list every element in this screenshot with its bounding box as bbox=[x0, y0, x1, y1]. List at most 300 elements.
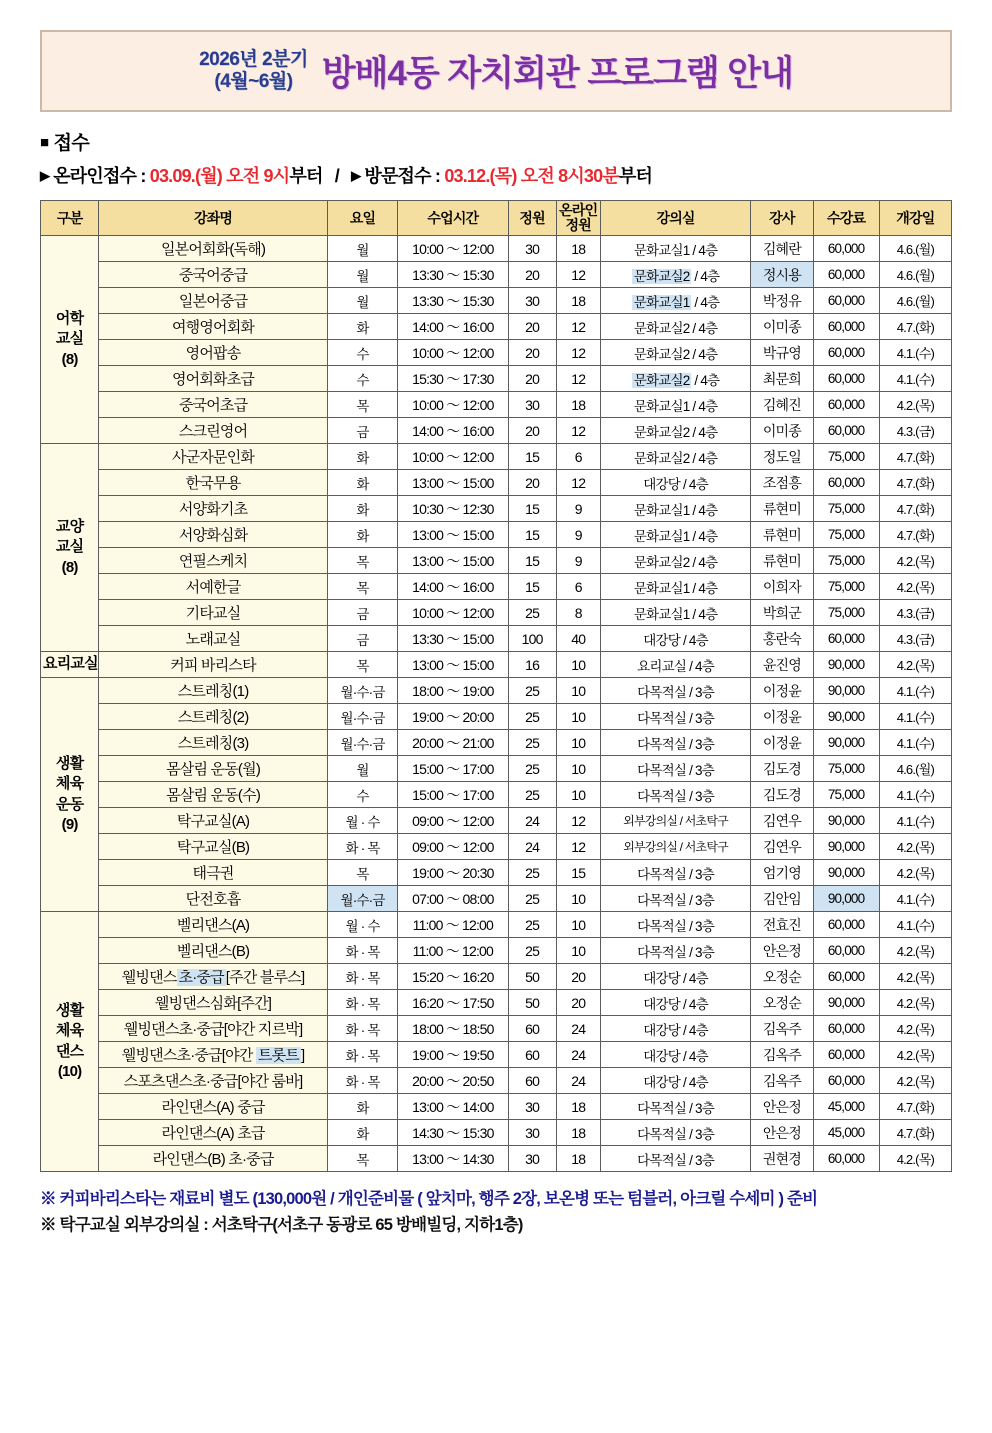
course-name: 일본어중급 bbox=[99, 288, 328, 314]
table-row bbox=[41, 626, 952, 652]
course-name: 웰빙댄스초·중급[야간 지르박] bbox=[99, 1016, 328, 1042]
course-start-date: 4.2.(목) bbox=[879, 860, 951, 886]
course-capacity: 16 bbox=[508, 652, 556, 678]
table-row bbox=[41, 912, 952, 938]
course-fee: 60,000 bbox=[813, 1042, 879, 1068]
header-teacher: 강사 bbox=[751, 201, 813, 236]
course-online-capacity: 10 bbox=[556, 652, 600, 678]
header-category: 구분 bbox=[41, 201, 99, 236]
course-time: 13:00 ～ 15:00 bbox=[398, 470, 508, 496]
course-capacity: 60 bbox=[508, 1016, 556, 1042]
course-teacher: 조점흥 bbox=[751, 470, 813, 496]
table-row bbox=[41, 1120, 952, 1146]
course-online-capacity: 6 bbox=[556, 574, 600, 600]
course-fee: 90,000 bbox=[813, 886, 879, 912]
program-schedule-table bbox=[40, 200, 952, 1172]
course-start-date: 4.2.(목) bbox=[879, 574, 951, 600]
course-time: 14:00 ～ 16:00 bbox=[398, 314, 508, 340]
course-capacity: 60 bbox=[508, 1068, 556, 1094]
course-name: 서양화심화 bbox=[99, 522, 328, 548]
table-row bbox=[41, 1146, 952, 1172]
course-capacity: 20 bbox=[508, 314, 556, 340]
course-capacity: 25 bbox=[508, 704, 556, 730]
course-teacher: 박정유 bbox=[751, 288, 813, 314]
course-teacher: 정시용 bbox=[751, 262, 813, 288]
course-room: 다목적실 / 3층 bbox=[600, 1120, 750, 1146]
course-day: 수 bbox=[327, 782, 397, 808]
course-online-capacity: 40 bbox=[556, 626, 600, 652]
course-capacity: 50 bbox=[508, 990, 556, 1016]
table-row bbox=[41, 990, 952, 1016]
table-row bbox=[41, 392, 952, 418]
course-online-capacity: 8 bbox=[556, 600, 600, 626]
course-online-capacity: 18 bbox=[556, 1094, 600, 1120]
table-row bbox=[41, 496, 952, 522]
square-bullet-icon: ■ bbox=[40, 134, 49, 151]
course-fee: 60,000 bbox=[813, 288, 879, 314]
course-start-date: 4.1.(수) bbox=[879, 808, 951, 834]
course-day: 화 · 목 bbox=[327, 964, 397, 990]
course-time: 13:30 ～ 15:00 bbox=[398, 626, 508, 652]
course-online-capacity: 10 bbox=[556, 678, 600, 704]
course-name: 영어회화초급 bbox=[99, 366, 328, 392]
table-row bbox=[41, 262, 952, 288]
footnote-1: ※ 커피바리스타는 재료비 별도 (130,000원 / 개인준비물 ( 앞치마, 행주 2장, 보온병 또는 텀블러, 아크릴 수세미 ) 준비 bbox=[40, 1190, 818, 1208]
course-time: 15:30 ～ 17:30 bbox=[398, 366, 508, 392]
course-online-capacity: 20 bbox=[556, 990, 600, 1016]
course-start-date: 4.2.(목) bbox=[879, 834, 951, 860]
course-teacher: 박규영 bbox=[751, 340, 813, 366]
course-time: 11:00 ～ 12:00 bbox=[398, 912, 508, 938]
course-time: 19:00 ～ 19:50 bbox=[398, 1042, 508, 1068]
course-time: 10:00 ～ 12:00 bbox=[398, 392, 508, 418]
course-name: 여행영어회화 bbox=[99, 314, 328, 340]
table-row bbox=[41, 1068, 952, 1094]
page-title: 방배4동 자치회관 프로그램 안내 bbox=[321, 54, 793, 93]
online-reception-label: 온라인접수 : bbox=[53, 166, 146, 186]
course-fee: 75,000 bbox=[813, 756, 879, 782]
course-room: 대강당 / 4층 bbox=[600, 626, 750, 652]
course-fee: 75,000 bbox=[813, 522, 879, 548]
reception-section bbox=[40, 128, 952, 188]
course-time: 13:00 ～ 14:30 bbox=[398, 1146, 508, 1172]
course-room: 문화교실2 / 4층 bbox=[600, 366, 750, 392]
course-fee: 45,000 bbox=[813, 1120, 879, 1146]
course-time: 20:00 ～ 21:00 bbox=[398, 730, 508, 756]
table-row bbox=[41, 678, 952, 704]
course-day: 화 · 목 bbox=[327, 1042, 397, 1068]
course-capacity: 50 bbox=[508, 964, 556, 990]
course-start-date: 4.7.(화) bbox=[879, 1094, 951, 1120]
course-start-date: 4.1.(수) bbox=[879, 704, 951, 730]
course-start-date: 4.6.(월) bbox=[879, 262, 951, 288]
course-room: 다목적실 / 3층 bbox=[600, 938, 750, 964]
table-row bbox=[41, 808, 952, 834]
course-time: 13:00 ～ 15:00 bbox=[398, 522, 508, 548]
course-day: 화 bbox=[327, 470, 397, 496]
course-room: 문화교실1 / 4층 bbox=[600, 574, 750, 600]
course-fee: 90,000 bbox=[813, 730, 879, 756]
course-time: 10:00 ～ 12:00 bbox=[398, 340, 508, 366]
visit-reception-label: 방문접수 : bbox=[364, 166, 441, 186]
course-time: 10:00 ～ 12:00 bbox=[398, 444, 508, 470]
table-row bbox=[41, 418, 952, 444]
course-day: 목 bbox=[327, 1146, 397, 1172]
course-teacher: 안은정 bbox=[751, 938, 813, 964]
course-day: 금 bbox=[327, 626, 397, 652]
course-start-date: 4.3.(금) bbox=[879, 418, 951, 444]
course-online-capacity: 12 bbox=[556, 340, 600, 366]
footnotes bbox=[40, 1186, 952, 1239]
course-day: 월 bbox=[327, 756, 397, 782]
table-row bbox=[41, 1094, 952, 1120]
course-room: 다목적실 / 3층 bbox=[600, 678, 750, 704]
course-capacity: 15 bbox=[508, 444, 556, 470]
course-day: 월 · 수 bbox=[327, 912, 397, 938]
category-line: 교양 bbox=[55, 518, 84, 536]
course-fee: 60,000 bbox=[813, 470, 879, 496]
course-start-date: 4.7.(화) bbox=[879, 444, 951, 470]
course-room: 문화교실2 / 4층 bbox=[600, 548, 750, 574]
course-name: 태극권 bbox=[99, 860, 328, 886]
course-day: 월 bbox=[327, 288, 397, 314]
course-capacity: 24 bbox=[508, 808, 556, 834]
course-fee: 60,000 bbox=[813, 262, 879, 288]
table-row bbox=[41, 574, 952, 600]
course-time: 10:30 ～ 12:30 bbox=[398, 496, 508, 522]
course-name: 중국어초급 bbox=[99, 392, 328, 418]
course-teacher: 이미종 bbox=[751, 418, 813, 444]
course-start-date: 4.3.(금) bbox=[879, 600, 951, 626]
course-capacity: 25 bbox=[508, 756, 556, 782]
course-capacity: 30 bbox=[508, 1094, 556, 1120]
course-category bbox=[41, 652, 99, 678]
course-fee: 60,000 bbox=[813, 392, 879, 418]
course-start-date: 4.2.(목) bbox=[879, 1042, 951, 1068]
course-fee: 60,000 bbox=[813, 912, 879, 938]
course-teacher: 류현미 bbox=[751, 522, 813, 548]
course-name: 스크린영어 bbox=[99, 418, 328, 444]
category-line: (8) bbox=[61, 558, 78, 576]
course-name: 탁구교실(A) bbox=[99, 808, 328, 834]
course-day: 월 · 수 bbox=[327, 808, 397, 834]
course-category bbox=[41, 678, 99, 912]
course-teacher: 최문희 bbox=[751, 366, 813, 392]
course-fee: 60,000 bbox=[813, 418, 879, 444]
header-online-capacity-line2: 정원 bbox=[565, 217, 591, 233]
course-teacher: 이희자 bbox=[751, 574, 813, 600]
course-name: 벨리댄스(B) bbox=[99, 938, 328, 964]
course-time: 11:00 ～ 12:00 bbox=[398, 938, 508, 964]
course-fee: 60,000 bbox=[813, 236, 879, 262]
triangle-bullet-icon-2: ▶ bbox=[351, 168, 361, 183]
course-name: 노래교실 bbox=[99, 626, 328, 652]
course-name: 웰빙댄스 초·중급 [주간 블루스] bbox=[99, 964, 328, 990]
table-row bbox=[41, 1016, 952, 1042]
course-teacher: 이정윤 bbox=[751, 704, 813, 730]
course-online-capacity: 12 bbox=[556, 808, 600, 834]
course-name: 한국무용 bbox=[99, 470, 328, 496]
course-name: 중국어중급 bbox=[99, 262, 328, 288]
course-start-date: 4.6.(월) bbox=[879, 236, 951, 262]
course-room: 외부강의실 / 서초탁구 bbox=[600, 834, 750, 860]
course-day: 화 bbox=[327, 1120, 397, 1146]
course-teacher: 엄기영 bbox=[751, 860, 813, 886]
table-row bbox=[41, 236, 952, 262]
course-room: 다목적실 / 3층 bbox=[600, 912, 750, 938]
course-fee: 60,000 bbox=[813, 938, 879, 964]
course-start-date: 4.2.(목) bbox=[879, 1016, 951, 1042]
course-name: 단전호흡 bbox=[99, 886, 328, 912]
course-time: 13:30 ～ 15:30 bbox=[398, 288, 508, 314]
course-capacity: 25 bbox=[508, 782, 556, 808]
header-room: 강의실 bbox=[600, 201, 750, 236]
table-row bbox=[41, 834, 952, 860]
course-name: 커피 바리스타 bbox=[99, 652, 328, 678]
table-row bbox=[41, 366, 952, 392]
course-online-capacity: 24 bbox=[556, 1042, 600, 1068]
course-teacher: 김혜진 bbox=[751, 392, 813, 418]
course-capacity: 20 bbox=[508, 340, 556, 366]
course-teacher: 류현미 bbox=[751, 548, 813, 574]
course-start-date: 4.1.(수) bbox=[879, 730, 951, 756]
course-teacher: 김옥주 bbox=[751, 1068, 813, 1094]
course-fee: 75,000 bbox=[813, 496, 879, 522]
course-room: 문화교실1 / 4층 bbox=[600, 522, 750, 548]
course-online-capacity: 10 bbox=[556, 704, 600, 730]
category-line: (9) bbox=[61, 815, 78, 833]
course-room: 다목적실 / 3층 bbox=[600, 782, 750, 808]
category-line: (10) bbox=[57, 1062, 82, 1080]
category-line: 어학 bbox=[55, 310, 84, 328]
course-fee: 90,000 bbox=[813, 834, 879, 860]
course-fee: 60,000 bbox=[813, 314, 879, 340]
course-capacity: 20 bbox=[508, 366, 556, 392]
course-teacher: 김연우 bbox=[751, 834, 813, 860]
course-start-date: 4.2.(목) bbox=[879, 964, 951, 990]
course-fee: 60,000 bbox=[813, 1068, 879, 1094]
course-start-date: 4.2.(목) bbox=[879, 392, 951, 418]
course-start-date: 4.7.(화) bbox=[879, 522, 951, 548]
course-online-capacity: 12 bbox=[556, 314, 600, 340]
table-row bbox=[41, 730, 952, 756]
course-day: 화 · 목 bbox=[327, 1068, 397, 1094]
course-start-date: 4.2.(목) bbox=[879, 652, 951, 678]
table-row bbox=[41, 860, 952, 886]
course-capacity: 30 bbox=[508, 288, 556, 314]
course-name: 몸살림 운동(월) bbox=[99, 756, 328, 782]
course-start-date: 4.2.(목) bbox=[879, 938, 951, 964]
triangle-bullet-icon: ▶ bbox=[40, 168, 50, 183]
course-room: 대강당 / 4층 bbox=[600, 470, 750, 496]
course-capacity: 15 bbox=[508, 522, 556, 548]
table-row bbox=[41, 522, 952, 548]
course-online-capacity: 10 bbox=[556, 938, 600, 964]
course-online-capacity: 20 bbox=[556, 964, 600, 990]
course-name: 스포츠댄스초·중급[야간 룸바] bbox=[99, 1068, 328, 1094]
course-online-capacity: 12 bbox=[556, 366, 600, 392]
title-period bbox=[199, 49, 308, 93]
course-day: 목 bbox=[327, 652, 397, 678]
course-day: 수 bbox=[327, 366, 397, 392]
course-room: 다목적실 / 3층 bbox=[600, 860, 750, 886]
course-capacity: 25 bbox=[508, 678, 556, 704]
course-time: 14:30 ～ 15:30 bbox=[398, 1120, 508, 1146]
course-online-capacity: 10 bbox=[556, 782, 600, 808]
course-online-capacity: 12 bbox=[556, 262, 600, 288]
course-category bbox=[41, 912, 99, 1172]
course-room: 다목적실 / 3층 bbox=[600, 756, 750, 782]
course-capacity: 15 bbox=[508, 496, 556, 522]
course-room: 다목적실 / 3층 bbox=[600, 730, 750, 756]
course-room: 다목적실 / 3층 bbox=[600, 886, 750, 912]
course-teacher: 김도경 bbox=[751, 756, 813, 782]
course-teacher: 김옥주 bbox=[751, 1016, 813, 1042]
course-time: 13:00 ～ 15:00 bbox=[398, 548, 508, 574]
course-teacher: 류현미 bbox=[751, 496, 813, 522]
course-day: 금 bbox=[327, 418, 397, 444]
online-reception-date: 03.09.(월) 오전 9시 bbox=[149, 166, 290, 186]
course-room: 다목적실 / 3층 bbox=[600, 704, 750, 730]
course-online-capacity: 18 bbox=[556, 392, 600, 418]
course-capacity: 25 bbox=[508, 938, 556, 964]
footnote-2: ※ 탁구교실 외부강의실 : 서초탁구(서초구 동광로 65 방배빌딩, 지하1층) bbox=[40, 1216, 523, 1235]
course-room: 대강당 / 4층 bbox=[600, 1016, 750, 1042]
course-online-capacity: 10 bbox=[556, 730, 600, 756]
course-day: 화 · 목 bbox=[327, 1016, 397, 1042]
course-time: 19:00 ～ 20:00 bbox=[398, 704, 508, 730]
course-start-date: 4.1.(수) bbox=[879, 678, 951, 704]
table-row bbox=[41, 964, 952, 990]
course-start-date: 4.1.(수) bbox=[879, 782, 951, 808]
course-time: 14:00 ～ 16:00 bbox=[398, 574, 508, 600]
course-day: 수 bbox=[327, 340, 397, 366]
course-room: 대강당 / 4층 bbox=[600, 990, 750, 1016]
course-name: 기타교실 bbox=[99, 600, 328, 626]
course-time: 10:00 ～ 12:00 bbox=[398, 236, 508, 262]
course-day: 목 bbox=[327, 574, 397, 600]
course-name: 서양화기초 bbox=[99, 496, 328, 522]
course-teacher: 윤진영 bbox=[751, 652, 813, 678]
course-day: 화 · 목 bbox=[327, 938, 397, 964]
course-name: 스트레칭(3) bbox=[99, 730, 328, 756]
course-name: 몸살림 운동(수) bbox=[99, 782, 328, 808]
course-day: 월·수·금 bbox=[327, 678, 397, 704]
header-online-capacity-line1: 온라인 bbox=[559, 201, 598, 218]
course-name: 서예한글 bbox=[99, 574, 328, 600]
course-capacity: 30 bbox=[508, 1120, 556, 1146]
course-fee: 90,000 bbox=[813, 990, 879, 1016]
course-capacity: 60 bbox=[508, 1042, 556, 1068]
course-online-capacity: 18 bbox=[556, 1120, 600, 1146]
course-category bbox=[41, 444, 99, 652]
course-teacher: 이정윤 bbox=[751, 678, 813, 704]
course-room: 다목적실 / 3층 bbox=[600, 1146, 750, 1172]
reception-heading bbox=[40, 128, 952, 155]
course-room: 문화교실2 / 4층 bbox=[600, 314, 750, 340]
course-teacher: 오정순 bbox=[751, 990, 813, 1016]
course-day: 화 bbox=[327, 314, 397, 340]
header-start: 개강일 bbox=[879, 201, 951, 236]
course-capacity: 20 bbox=[508, 470, 556, 496]
course-teacher: 전효진 bbox=[751, 912, 813, 938]
course-day: 목 bbox=[327, 860, 397, 886]
course-capacity: 25 bbox=[508, 600, 556, 626]
course-time: 18:00 ～ 18:50 bbox=[398, 1016, 508, 1042]
header-fee: 수강료 bbox=[813, 201, 879, 236]
course-online-capacity: 12 bbox=[556, 470, 600, 496]
course-start-date: 4.2.(목) bbox=[879, 990, 951, 1016]
course-start-date: 4.7.(화) bbox=[879, 496, 951, 522]
course-online-capacity: 24 bbox=[556, 1016, 600, 1042]
table-row bbox=[41, 652, 952, 678]
table-row bbox=[41, 756, 952, 782]
course-room: 문화교실1 / 4층 bbox=[600, 236, 750, 262]
header-capacity: 정원 bbox=[508, 201, 556, 236]
table-row bbox=[41, 938, 952, 964]
course-teacher: 이정윤 bbox=[751, 730, 813, 756]
course-fee: 75,000 bbox=[813, 782, 879, 808]
course-day: 월·수·금 bbox=[327, 886, 397, 912]
category-line: 요리교실 bbox=[43, 655, 98, 673]
course-online-capacity: 18 bbox=[556, 1146, 600, 1172]
course-name: 웰빙댄스심화[주간] bbox=[99, 990, 328, 1016]
category-line: 운동 bbox=[55, 795, 84, 813]
table-row bbox=[41, 288, 952, 314]
course-name: 영어팝송 bbox=[99, 340, 328, 366]
course-time: 09:00 ～ 12:00 bbox=[398, 808, 508, 834]
title-period-line1: 2026년 2분기 bbox=[199, 49, 308, 71]
course-time: 18:00 ～ 19:00 bbox=[398, 678, 508, 704]
course-day: 화 · 목 bbox=[327, 990, 397, 1016]
course-online-capacity: 9 bbox=[556, 522, 600, 548]
header-time: 수업시간 bbox=[398, 201, 508, 236]
table-row bbox=[41, 444, 952, 470]
course-capacity: 30 bbox=[508, 392, 556, 418]
course-fee: 75,000 bbox=[813, 548, 879, 574]
course-online-capacity: 12 bbox=[556, 418, 600, 444]
course-time: 14:00 ～ 16:00 bbox=[398, 418, 508, 444]
course-room: 문화교실2 / 4층 bbox=[600, 444, 750, 470]
course-fee: 60,000 bbox=[813, 626, 879, 652]
course-start-date: 4.2.(목) bbox=[879, 548, 951, 574]
course-name: 스트레칭(2) bbox=[99, 704, 328, 730]
course-day: 화 bbox=[327, 496, 397, 522]
course-fee: 90,000 bbox=[813, 678, 879, 704]
reception-lines bbox=[40, 162, 952, 188]
course-fee: 75,000 bbox=[813, 600, 879, 626]
course-day: 월·수·금 bbox=[327, 730, 397, 756]
course-online-capacity: 24 bbox=[556, 1068, 600, 1094]
course-name: 라인댄스(B) 초·중급 bbox=[99, 1146, 328, 1172]
course-teacher: 김안임 bbox=[751, 886, 813, 912]
course-time: 15:20 ～ 16:20 bbox=[398, 964, 508, 990]
course-online-capacity: 10 bbox=[556, 886, 600, 912]
course-capacity: 25 bbox=[508, 912, 556, 938]
course-room: 대강당 / 4층 bbox=[600, 964, 750, 990]
course-day: 월 bbox=[327, 236, 397, 262]
course-start-date: 4.3.(금) bbox=[879, 626, 951, 652]
table-row bbox=[41, 782, 952, 808]
course-time: 15:00 ～ 17:00 bbox=[398, 782, 508, 808]
course-fee: 90,000 bbox=[813, 808, 879, 834]
course-capacity: 15 bbox=[508, 574, 556, 600]
table-row bbox=[41, 886, 952, 912]
course-name: 벨리댄스(A) bbox=[99, 912, 328, 938]
course-room: 문화교실2 / 4층 bbox=[600, 262, 750, 288]
course-online-capacity: 9 bbox=[556, 548, 600, 574]
course-time: 10:00 ～ 12:00 bbox=[398, 600, 508, 626]
